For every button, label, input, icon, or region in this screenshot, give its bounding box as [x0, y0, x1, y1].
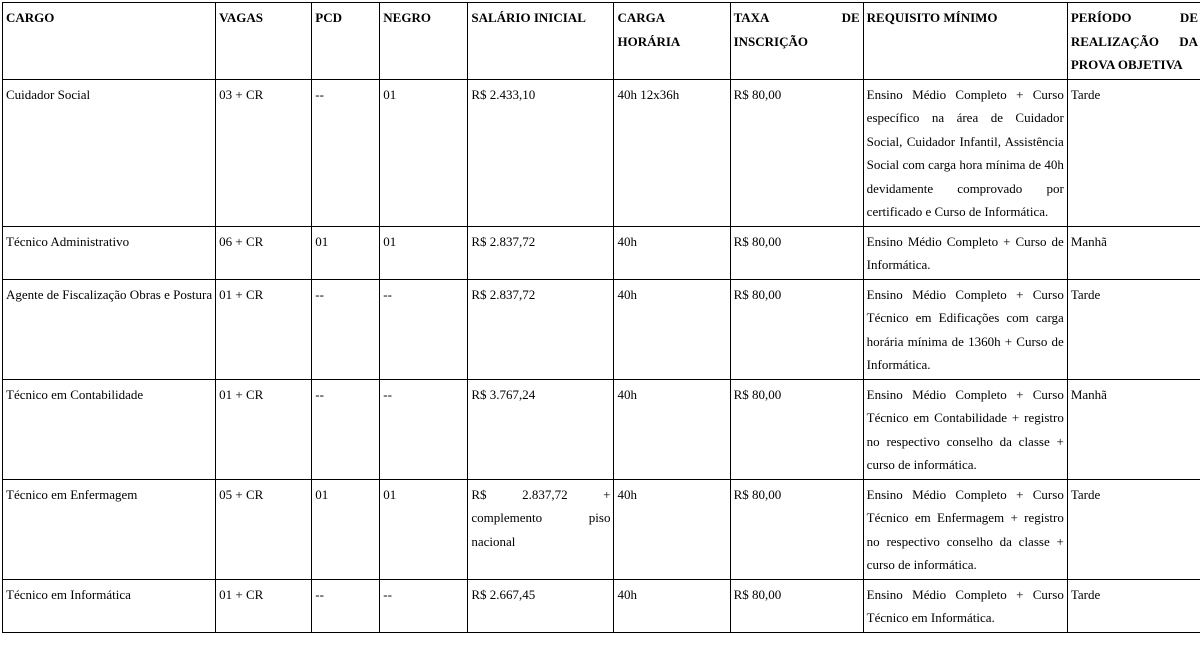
cell-periodo: Tarde	[1067, 279, 1200, 379]
cell-pcd: 01	[312, 479, 380, 579]
header-periodo: PERÍODO DE REALIZAÇÃO DA PROVA OBJETIVA	[1067, 3, 1200, 80]
header-vagas: VAGAS	[216, 3, 312, 80]
cell-periodo: Manhã	[1067, 379, 1200, 479]
cell-negro: 01	[380, 226, 468, 279]
cell-requisito: Ensino Médio Completo + Curso Técnico em Edificações com carga horária mínima de 1360h + Curso de Informática.	[863, 279, 1067, 379]
cell-vagas: 06 + CR	[216, 226, 312, 279]
cell-negro: --	[380, 579, 468, 632]
cell-negro: 01	[380, 479, 468, 579]
cell-pcd: --	[312, 279, 380, 379]
cell-cargo: Técnico em Contabilidade	[3, 379, 216, 479]
cell-cargo: Técnico em Enfermagem	[3, 479, 216, 579]
cell-salario: R$ 2.667,45	[468, 579, 614, 632]
header-cargo: CARGO	[3, 3, 216, 80]
cell-negro: 01	[380, 79, 468, 226]
cell-taxa: R$ 80,00	[730, 579, 863, 632]
header-requisito: REQUISITO MÍNIMO	[863, 3, 1067, 80]
cell-requisito: Ensino Médio Completo + Curso Técnico em Enfermagem + registro no respectivo conselho da classe + curso de informática.	[863, 479, 1067, 579]
cell-cargo: Agente de Fiscalização Obras e Postura	[3, 279, 216, 379]
cell-periodo: Manhã	[1067, 226, 1200, 279]
cell-salario: R$ 3.767,24	[468, 379, 614, 479]
cell-periodo: Tarde	[1067, 79, 1200, 226]
cell-carga: 40h	[614, 579, 730, 632]
cell-requisito: Ensino Médio Completo + Curso Técnico em Informática.	[863, 579, 1067, 632]
table-row	[3, 226, 1200, 279]
cell-taxa: R$ 80,00	[730, 279, 863, 379]
cell-taxa: R$ 80,00	[730, 479, 863, 579]
cell-carga: 40h	[614, 379, 730, 479]
cell-taxa: R$ 80,00	[730, 379, 863, 479]
cell-requisito: Ensino Médio Completo + Curso de Informática.	[863, 226, 1067, 279]
cell-vagas: 05 + CR	[216, 479, 312, 579]
cell-pcd: --	[312, 79, 380, 226]
cell-vagas: 03 + CR	[216, 79, 312, 226]
cargos-table	[2, 2, 1200, 633]
cell-negro: --	[380, 379, 468, 479]
header-carga: CARGA HORÁRIA	[614, 3, 730, 80]
cell-pcd: --	[312, 379, 380, 479]
cell-carga: 40h	[614, 479, 730, 579]
header-negro: NEGRO	[380, 3, 468, 80]
cell-vagas: 01 + CR	[216, 579, 312, 632]
cell-negro: --	[380, 279, 468, 379]
header-taxa: TAXA DE INSCRIÇÃO	[730, 3, 863, 80]
cell-salario: R$ 2.837,72	[468, 226, 614, 279]
cell-requisito: Ensino Médio Completo + Curso específico na área de Cuidador Social, Cuidador Infantil, Assistência Social com carga hora mínima de 40h devidamente comprovado por certificado e Curso de Informática.	[863, 79, 1067, 226]
cell-vagas: 01 + CR	[216, 279, 312, 379]
cell-cargo: Técnico Administrativo	[3, 226, 216, 279]
cell-requisito: Ensino Médio Completo + Curso Técnico em Contabilidade + registro no respectivo conselho da classe + curso de informática.	[863, 379, 1067, 479]
cell-salario: R$ 2.837,72 + complemento piso nacional	[468, 479, 614, 579]
cell-pcd: --	[312, 579, 380, 632]
cell-periodo: Tarde	[1067, 479, 1200, 579]
cell-carga: 40h	[614, 226, 730, 279]
cell-carga: 40h	[614, 279, 730, 379]
header-row	[3, 3, 1200, 80]
cell-salario: R$ 2.837,72	[468, 279, 614, 379]
cell-taxa: R$ 80,00	[730, 226, 863, 279]
table-row	[3, 579, 1200, 632]
table-row	[3, 479, 1200, 579]
cell-cargo: Cuidador Social	[3, 79, 216, 226]
table-row	[3, 279, 1200, 379]
cell-pcd: 01	[312, 226, 380, 279]
table-row	[3, 79, 1200, 226]
cell-periodo: Tarde	[1067, 579, 1200, 632]
header-pcd: PCD	[312, 3, 380, 80]
cell-carga: 40h 12x36h	[614, 79, 730, 226]
cell-vagas: 01 + CR	[216, 379, 312, 479]
cell-salario: R$ 2.433,10	[468, 79, 614, 226]
table-row	[3, 379, 1200, 479]
cell-taxa: R$ 80,00	[730, 79, 863, 226]
header-salario: SALÁRIO INICIAL	[468, 3, 614, 80]
cell-cargo: Técnico em Informática	[3, 579, 216, 632]
